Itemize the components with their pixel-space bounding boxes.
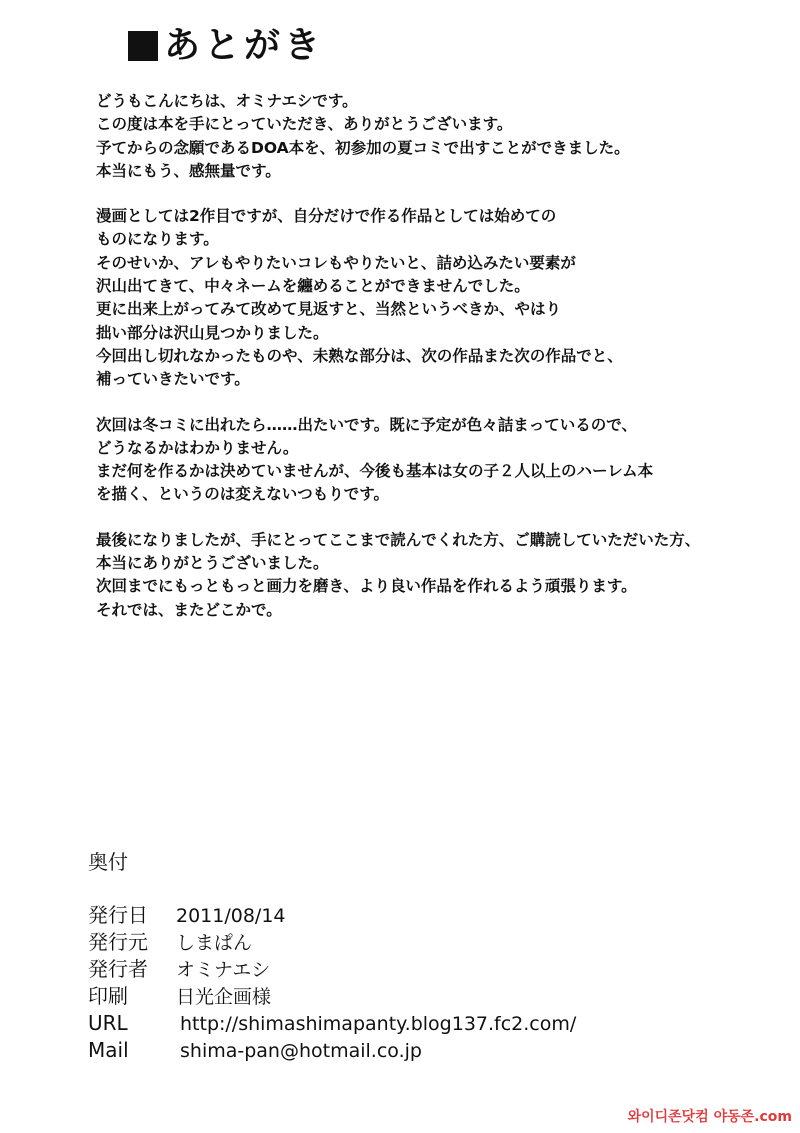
text-line: 本当にありがとうございました。 xyxy=(96,554,329,573)
colophon-row-url xyxy=(88,1010,728,1037)
afterword-body xyxy=(96,90,786,644)
text-line: 次回は冬コミに出れたら……出たいです。既に予定が色々詰まっているので、 xyxy=(96,415,637,434)
colophon-value: 日光企画様 xyxy=(176,986,272,1008)
paragraph xyxy=(96,205,786,391)
colophon-title: 奥付 xyxy=(88,850,128,874)
colophon-label: 発行者 xyxy=(88,957,148,981)
text-line: 漫画としては2作目ですが、自分だけで作る作品としては始めての xyxy=(96,207,557,226)
colophon-row-printer xyxy=(88,983,728,1010)
colophon-row-date xyxy=(88,902,728,929)
colophon-label: 印刷 xyxy=(88,984,128,1008)
watermark: 와이디존닷컴 야동존.com xyxy=(626,1105,794,1127)
text-line: 最後になりましたが、手にとってここまで読んでくれた方、ご購読していただいた方、 xyxy=(96,530,701,549)
text-line: 拙い部分は沢山見つかりました。 xyxy=(96,323,329,342)
afterword-heading xyxy=(128,24,324,68)
black-square-icon xyxy=(128,31,158,61)
colophon-label: 発行日 xyxy=(88,903,148,927)
text-line: ものになります。 xyxy=(96,230,219,249)
heading-title: あとがき xyxy=(164,25,325,66)
text-line: どうもこんにちは、オミナエシです。 xyxy=(96,92,358,110)
text-line: 補っていきたいです。 xyxy=(96,370,250,389)
colophon-value: しまぱん xyxy=(176,932,253,954)
text-line: 更に出来上がってみて改めて見返すと、当然というべきか、やはり xyxy=(96,300,562,319)
colophon-row-mail xyxy=(88,1037,728,1064)
paragraph xyxy=(96,529,786,622)
colophon-value: オミナエシ xyxy=(176,959,271,981)
text-line: そのせいか、アレもやりたいコレもやりたいと、詰め込みたい要素が xyxy=(96,253,576,272)
text-line: どうなるかはわかりません。 xyxy=(96,438,299,457)
text-line: 本当にもう、感無量です。 xyxy=(96,161,281,180)
colophon xyxy=(88,848,728,1064)
text-line: 次回までにもっともっと画力を磨き、より良い作品を作れるよう頑張ります。 xyxy=(96,577,637,596)
text-line: 予てからの念願であるDOA本を、初参加の夏コミで出すことができました。 xyxy=(96,138,630,157)
text-line: を描く、というのは変えないつもりです。 xyxy=(96,485,389,504)
colophon-label: Mail xyxy=(88,1038,129,1062)
text-line: 今回出し切れなかったものや、未熟な部分は、次の作品また次の作品でと、 xyxy=(96,346,623,365)
colophon-mail: shima-pan@hotmail.co.jp xyxy=(180,1040,422,1062)
text-line: この度は本を手にとっていただき、ありがとうございます。 xyxy=(96,115,513,134)
paragraph xyxy=(96,90,786,183)
colophon-row-publisher xyxy=(88,929,728,956)
text-line: まだ何を作るかは決めていませんが、今後も基本は女の子２人以上のハーレム本 xyxy=(96,462,654,481)
colophon-label: URL xyxy=(88,1011,128,1035)
paragraph xyxy=(96,414,786,507)
colophon-label: 発行元 xyxy=(88,930,148,954)
colophon-value: 2011/08/14 xyxy=(176,905,286,927)
colophon-url: http://shimashimapanty.blog137.fc2.com/ xyxy=(180,1013,577,1035)
text-line: それでは、またどこかで。 xyxy=(96,600,282,619)
colophon-row-author xyxy=(88,956,728,983)
text-line: 沢山出てきて、中々ネームを纏めることができませんでした。 xyxy=(96,277,530,296)
